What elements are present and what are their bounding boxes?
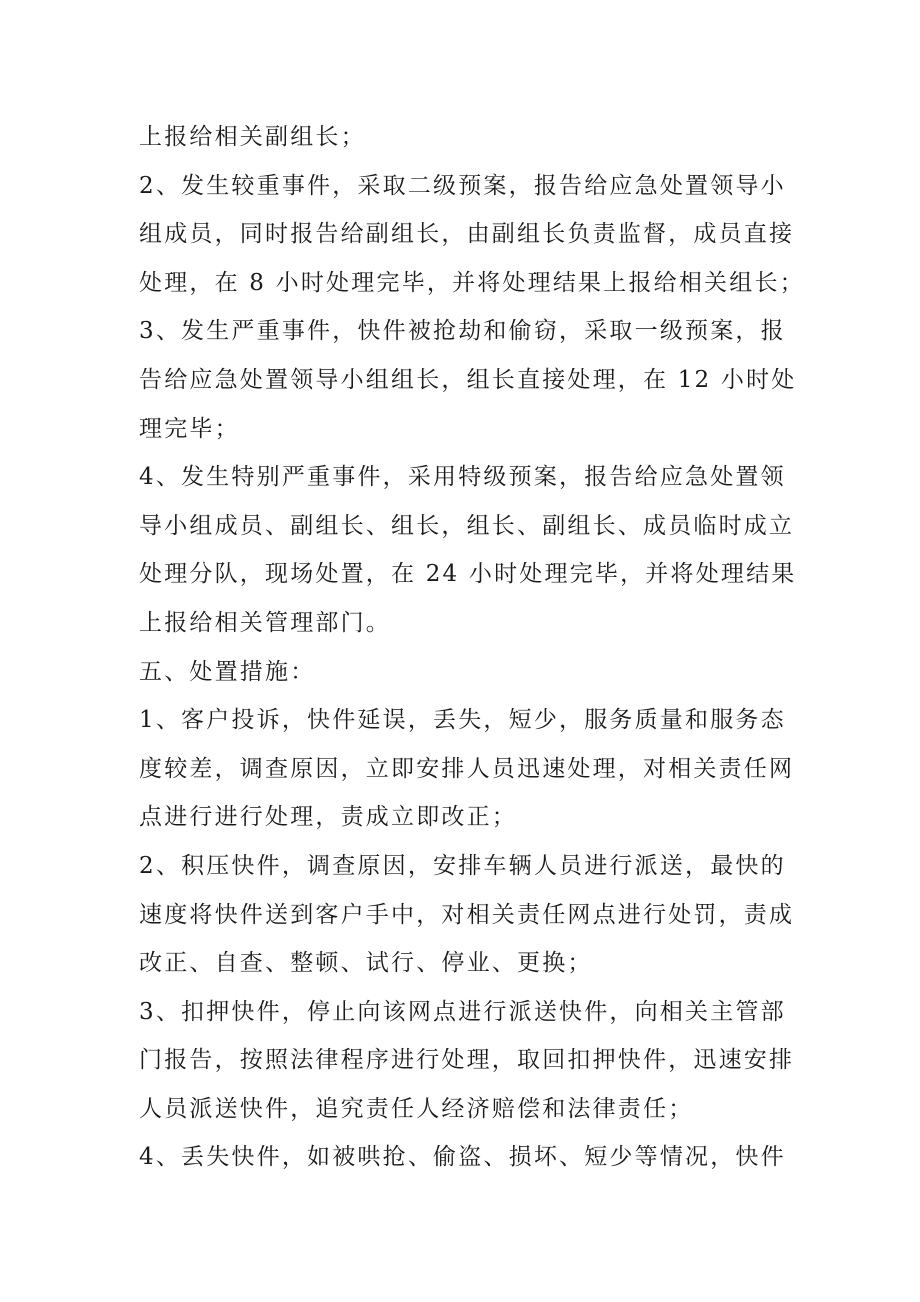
text-line: 处理分队，现场处置，在 24 小时处理完毕，并将处理结果 (139, 561, 797, 588)
text-line: 理完毕； (139, 415, 240, 442)
text-line: 上报给相关副组长； (139, 124, 366, 150)
text-line: 上报给相关管理部门。 (139, 609, 391, 636)
text-line: 门报告，按照法律程序进行处理，取回扣押快件，迅速安排 (139, 1047, 795, 1074)
text-line: 处理，在 8 小时处理完毕，并将处理结果上报给相关组长； (139, 269, 805, 296)
text-line: 告给应急处置领导小组组长，组长直接处理，在 12 小时处 (139, 366, 797, 393)
text-line: 4、发生特别严重事件，采用特级预案，报告给应急处置领 (139, 464, 786, 491)
section-heading: 五、处置措施： (139, 658, 316, 685)
text-line: 2、发生较重事件，采取二级预案，报告给应急处置领导小 (139, 172, 786, 199)
text-line: 点进行进行处理，责成立即改正； (139, 804, 517, 831)
text-line: 2、积压快件，调查原因，安排车辆人员进行派送，最快的 (139, 852, 786, 879)
document-body (139, 113, 805, 1182)
text-line: 3、扣押快件，停止向该网点进行派送快件，向相关主管部 (139, 998, 786, 1025)
text-line: 速度将快件送到客户手中，对相关责任网点进行处罚，责成 (139, 901, 795, 928)
text-line: 1、客户投诉，快件延误，丢失，短少，服务质量和服务态 (139, 707, 786, 734)
text-line: 4、丢失快件，如被哄抢、偷盗、损坏、短少等情况，快件 (139, 1144, 786, 1171)
text-line: 度较差，调查原因，立即安排人员迅速处理，对相关责任网 (139, 755, 795, 782)
text-line: 改正、自查、整顿、试行、停业、更换； (139, 950, 593, 977)
text-line: 3、发生严重事件，快件被抢劫和偷窃，采取一级预案，报 (139, 318, 786, 345)
text-line: 组成员，同时报告给副组长，由副组长负责监督，成员直接 (139, 221, 795, 248)
text-line: 导小组成员、副组长、组长，组长、副组长、成员临时成立 (139, 512, 795, 539)
text-line: 人员派送快件，追究责任人经济赔偿和法律责任； (139, 1095, 694, 1122)
